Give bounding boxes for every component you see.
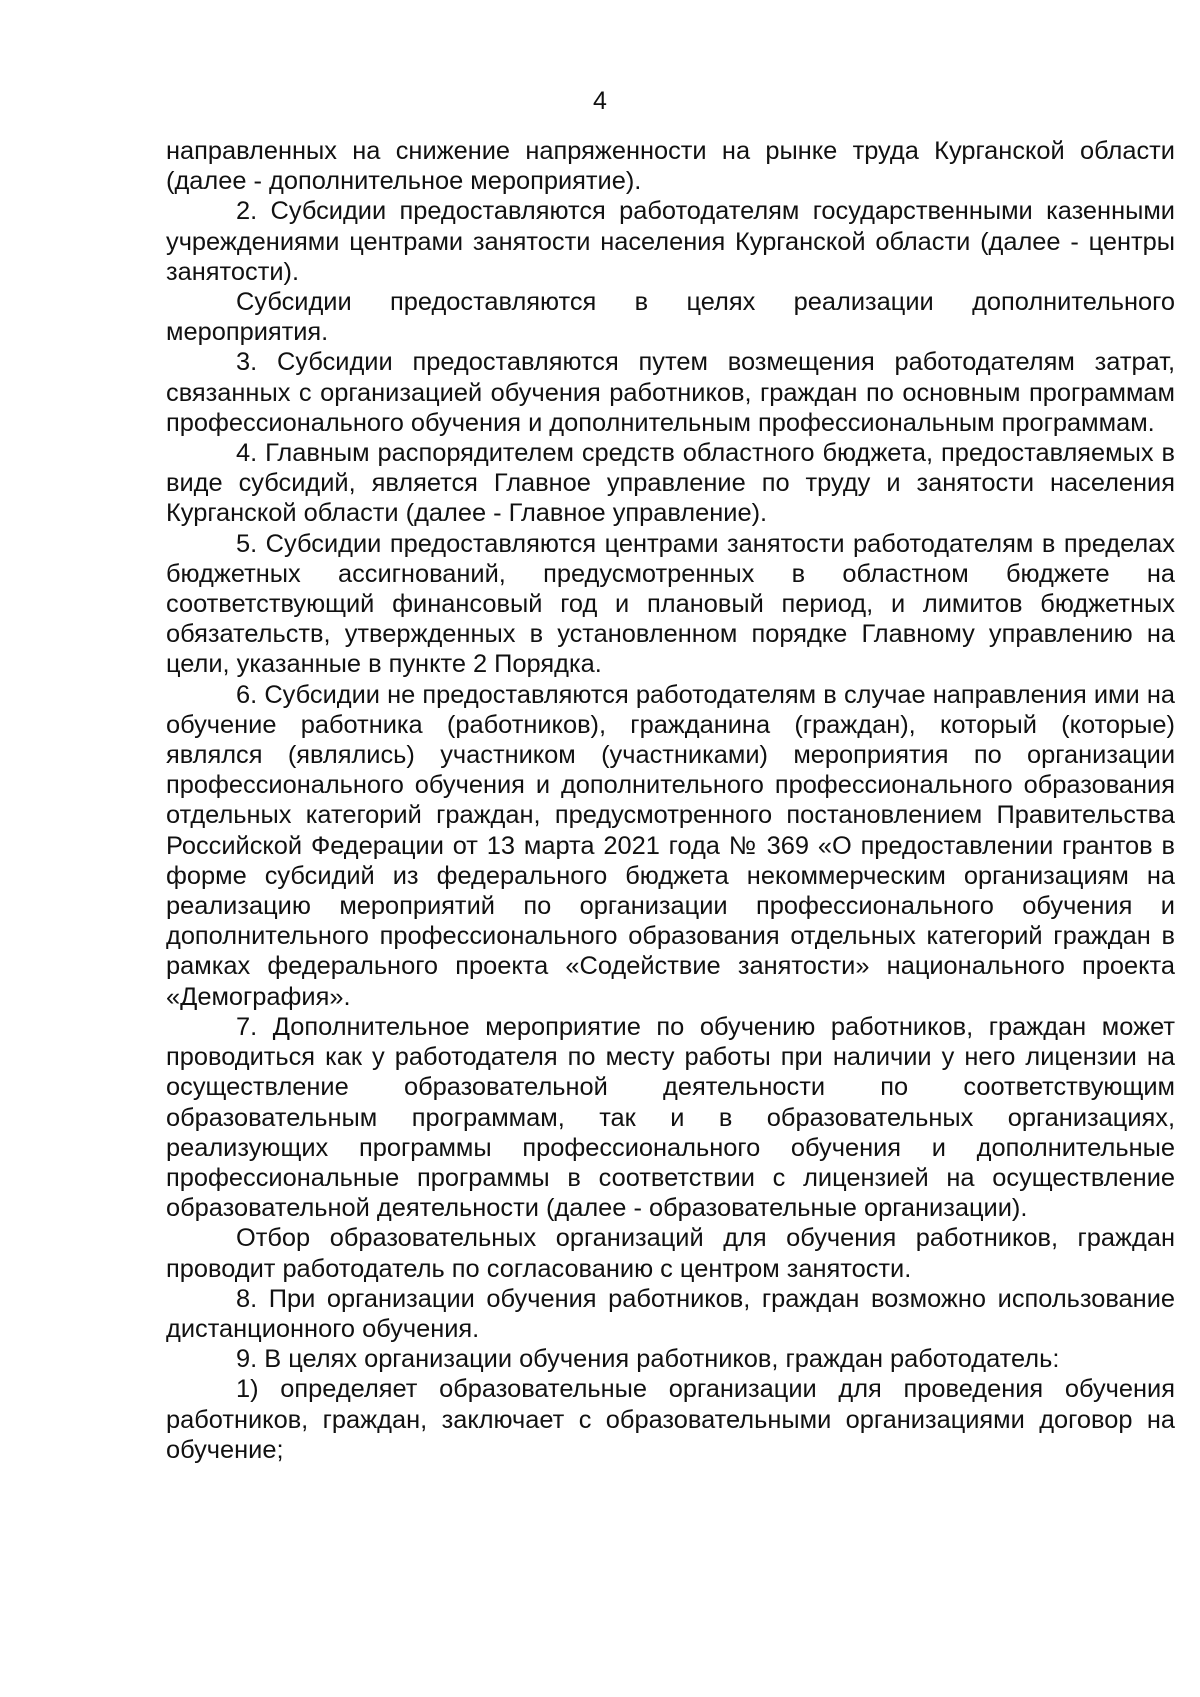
paragraph-continuation: направленных на снижение напряженности на рынке труда Курганской области (далее - дополнительное мероприятие). bbox=[166, 137, 1175, 196]
document-body bbox=[166, 136, 1175, 1465]
page-number: 4 bbox=[593, 87, 607, 115]
paragraph-item-7: 7. Дополнительное мероприятие по обучению работников, граждан может проводиться как у работодателя по месту работы при наличии у него лицензии на осуществление образовательной деятельности по соответствующим образовательным программам, так и в образовательных организациях, реализующих программы профессионального обучения и дополнительные профессиональные программы в соответствии с лицензией на осуществление образовательной деятельности (далее - образовательные организации). bbox=[166, 1012, 1175, 1223]
paragraph-item-9: 9. В целях организации обучения работников, граждан работодатель: bbox=[236, 1345, 1060, 1374]
paragraph-item-3: 3. Субсидии предоставляются путем возмещения работодателям затрат, связанных с организацией обучения работников, граждан по основным программам профессионального обучения и дополнительным профессиональным программам. bbox=[166, 348, 1175, 437]
paragraph-item-8: 8. При организации обучения работников, граждан возможно использование дистанционного обучения. bbox=[166, 1284, 1175, 1343]
paragraph-item-6: 6. Субсидии не предоставляются работодателям в случае направления ими на обучение работника (работников), гражданина (граждан), который (которые) являлся (являлись) участником (участниками) мероприятия по организации профессионального обучения и дополнительного профессионального образования отдельных категорий граждан, предусмотренного постановлением Правительства Российской Федерации от 13 марта 2021 года № 369 «О предоставлении грантов в форме субсидий из федерального бюджета некоммерческим организациям на реализацию мероприятий по организации профессионального обучения и дополнительного профессионального образования отдельных категорий граждан в рамках федерального проекта «Содействие занятости» национального проекта «Демография». bbox=[166, 680, 1175, 1011]
paragraph-item-9-subitem-1: 1) определяет образовательные организации для проведения обучения работников, граждан, заключает с образовательными организациями договор на обучение; bbox=[166, 1375, 1175, 1464]
paragraph-item-4: 4. Главным распорядителем средств областного бюджета, предоставляемых в виде субсидий, является Главное управление по труду и занятости населения Курганской области (далее - Главное управление). bbox=[166, 439, 1175, 528]
paragraph-item-5: 5. Субсидии предоставляются центрами занятости работодателям в пределах бюджетных ассигнований, предусмотренных в областном бюджете на соответствующий финансовый год и плановый период, и лимитов бюджетных обязательств, утвержденных в установленном порядке Главному управлению на цели, указанные в пункте 2 Порядка. bbox=[166, 529, 1175, 679]
paragraph-item-2-purpose: Субсидии предоставляются в целях реализации дополнительного мероприятия. bbox=[166, 288, 1175, 347]
paragraph-item-2: 2. Субсидии предоставляются работодателям государственными казенными учреждениями центрами занятости населения Курганской области (далее - центры занятости). bbox=[166, 197, 1175, 286]
paragraph-item-7-selection: Отбор образовательных организаций для обучения работников, граждан проводит работодатель по согласованию с центром занятости. bbox=[166, 1224, 1175, 1283]
